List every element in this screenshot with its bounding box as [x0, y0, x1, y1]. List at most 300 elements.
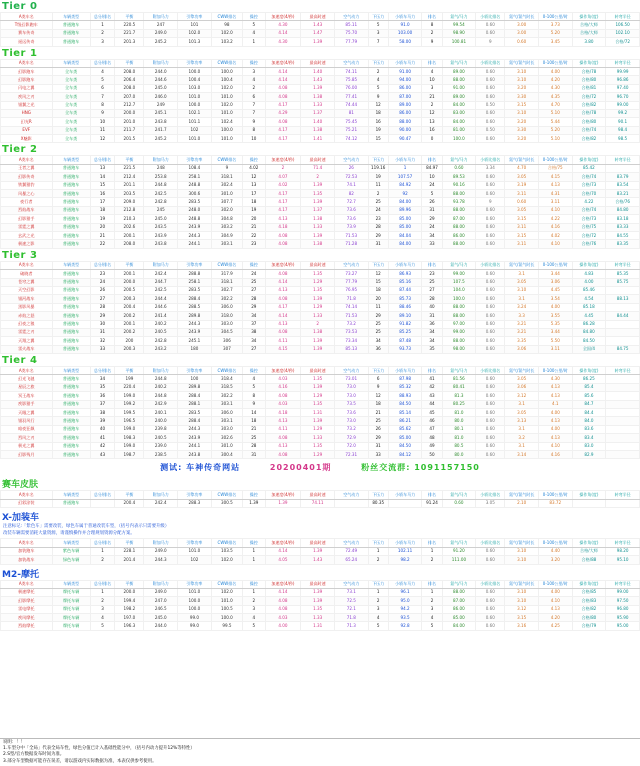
table-row[interactable]	[1, 206, 640, 214]
table-cell: 243.9	[178, 223, 212, 231]
table-cell: 258.1	[178, 173, 212, 181]
table-cell: 26	[334, 164, 368, 172]
table-cell: 43	[90, 450, 115, 458]
table-row[interactable]	[1, 556, 640, 564]
table-cell: 24	[368, 206, 388, 214]
tier-title: Tier 1	[2, 47, 38, 59]
table-cell: 89.96	[388, 206, 422, 214]
table-cell: 18	[90, 206, 115, 214]
table-cell: 103.00	[388, 29, 422, 37]
table-cell: 12	[368, 270, 388, 278]
column-header: 总分/排名	[90, 539, 115, 547]
table-cell: 3.34	[476, 164, 505, 172]
column-header: 氮气/氮气时长	[505, 13, 539, 21]
table-cell: 244.7	[144, 278, 178, 286]
table-cell: 18	[243, 198, 265, 206]
column-header: 小轿比排名	[476, 491, 505, 499]
table-row[interactable]	[1, 622, 640, 630]
table-cell: 1	[422, 588, 442, 596]
table-cell: 73.0	[334, 392, 368, 400]
table-cell: 198.2	[115, 605, 144, 613]
table-cell: 疾风之刃	[1, 93, 53, 101]
table-row[interactable]	[1, 173, 640, 181]
table-cell	[606, 320, 640, 328]
table-cell: 4.05	[265, 556, 301, 564]
column-header: 引擎功率	[178, 156, 212, 164]
table-cell: 0.60	[476, 109, 505, 117]
table-cell: 318.1	[211, 173, 242, 181]
column-header: 排名	[422, 367, 442, 375]
table-cell: 5.10	[538, 109, 572, 117]
table-cell: 1.29	[301, 392, 335, 400]
table-cell: 200.2	[115, 312, 144, 320]
table-cell: 19	[368, 126, 388, 134]
table-cell: 102.4	[211, 118, 242, 126]
table-cell: 9	[368, 383, 388, 391]
table-cell: 84.00	[388, 240, 422, 248]
table-cell: 100.4	[178, 76, 212, 84]
table-cell: 304.9	[211, 231, 242, 239]
table-row[interactable]	[1, 67, 640, 75]
table-cell: 100.0	[178, 605, 212, 613]
table-row[interactable]	[1, 286, 640, 294]
table-cell: 201.5	[115, 135, 144, 143]
table-row[interactable]	[1, 190, 640, 198]
table-cell: 3.14	[505, 450, 539, 458]
table-cell: 幻影猎手	[1, 215, 53, 223]
table-cell: 1	[243, 588, 265, 596]
column-header: 平衡	[115, 156, 144, 164]
table-cell: 220.4	[115, 383, 144, 391]
table-cell: 91.20	[442, 547, 476, 555]
column-header: A类车名	[1, 367, 53, 375]
table-cell: 4	[243, 29, 265, 37]
table-cell: 合格/72	[606, 38, 640, 46]
table-row[interactable]	[1, 76, 640, 84]
table-row[interactable]	[1, 425, 640, 433]
table-cell: 4.02	[243, 164, 265, 172]
table-cell: 72.7	[334, 198, 368, 206]
table-cell: 3	[90, 605, 115, 613]
table-cell: 83.79	[606, 173, 640, 181]
table-row[interactable]	[1, 337, 640, 345]
table-cell: 199.4	[115, 597, 144, 605]
table-cell: 242.4	[144, 499, 178, 507]
column-header: 平衡	[115, 367, 144, 375]
table-cell: 普通跑车	[52, 215, 90, 223]
table-cell: 73.6	[334, 206, 368, 214]
table-cell: 0.60	[442, 164, 476, 172]
table-cell: 3.10	[505, 67, 539, 75]
column-header: 总分/排名	[90, 261, 115, 269]
table-header-row	[1, 59, 640, 67]
table-cell: 10	[90, 118, 115, 126]
table-cell: 34	[90, 375, 115, 383]
table-cell: 2	[243, 597, 265, 605]
table-cell: 100.0	[178, 101, 212, 109]
table-cell: 200.1	[115, 231, 144, 239]
table-cell: 3	[368, 605, 388, 613]
table-cell: 2	[422, 597, 442, 605]
column-header: 转弯半径	[606, 580, 640, 588]
table-cell: 4.13	[538, 434, 572, 442]
table-row[interactable]	[1, 499, 640, 507]
table-cell: 73.0	[334, 417, 368, 425]
table-cell: 0.60	[476, 67, 505, 75]
table-cell: 合格/79	[572, 622, 606, 630]
table-cell: 21	[368, 409, 388, 417]
table-cell: 303.1	[211, 400, 242, 408]
column-header: 总分/排名	[90, 13, 115, 21]
table-cell: 普通跑车	[52, 328, 90, 336]
table-cell: 3.11	[538, 345, 572, 353]
table-cell: 1.35	[301, 270, 335, 278]
table-cell: 12	[368, 392, 388, 400]
table-cell: 普通跑车	[52, 173, 90, 181]
column-header: 0-100公里/时	[538, 59, 572, 67]
column-header: 操控	[243, 367, 265, 375]
table-cell: 76.95	[334, 286, 368, 294]
table-cell: 103.2	[211, 38, 242, 46]
table-cell: 4	[243, 614, 265, 622]
table-cell: 207.0	[115, 93, 144, 101]
table-cell: 23	[368, 215, 388, 223]
table-row[interactable]	[1, 126, 640, 134]
column-header: 小轿车马力	[388, 261, 422, 269]
table-cell: 0.60	[476, 240, 505, 248]
table-cell: 71.8	[334, 614, 368, 622]
table-cell: 75.21	[334, 126, 368, 134]
table-cell: 40	[90, 425, 115, 433]
table-row[interactable]	[1, 181, 640, 189]
table-cell: 71.8	[334, 295, 368, 303]
table-row[interactable]	[1, 400, 640, 408]
table-row[interactable]	[1, 392, 640, 400]
table-cell: 4.15	[265, 345, 301, 353]
table-row[interactable]	[1, 240, 640, 248]
table-cell: 0.60	[476, 392, 505, 400]
table-cell: 合格/75	[572, 223, 606, 231]
column-header: 最高时速	[301, 156, 335, 164]
table-cell: 4.13	[265, 442, 301, 450]
table-cell: 20	[243, 215, 265, 223]
table-cell	[606, 392, 640, 400]
table-cell: 普通跑车	[52, 434, 90, 442]
table-cell: 1.43	[301, 556, 335, 564]
table-cell: 合格/大师	[572, 21, 606, 29]
column-header: 下压力	[368, 367, 388, 375]
table-cell: 18	[243, 417, 265, 425]
table-cell: 83.72	[538, 499, 572, 507]
table-cell: 81.56	[442, 375, 476, 383]
table-cell: 4.17	[265, 135, 301, 143]
table-cell: 211.7	[115, 126, 144, 134]
table-cell: 2	[90, 556, 115, 564]
column-header: 小轿比排名	[476, 13, 505, 21]
table-cell: 49	[422, 442, 442, 450]
table-cell: 283.5	[178, 198, 212, 206]
table-cell: 冥王战车	[1, 392, 53, 400]
table-cell: 89.00	[388, 101, 422, 109]
table-row[interactable]	[1, 29, 640, 37]
table-cell: 99.54	[442, 21, 476, 29]
table-cell	[606, 337, 640, 345]
table-row[interactable]	[1, 198, 640, 206]
table-cell: 37	[90, 400, 115, 408]
table-cell: 99.00	[442, 270, 476, 278]
table-row[interactable]	[1, 101, 640, 109]
table-row[interactable]	[1, 278, 640, 286]
column-header: 附加马力	[144, 13, 178, 21]
table-cell: 合格/76	[572, 240, 606, 248]
table-cell: 4.14	[265, 29, 301, 37]
table-cell: 5	[422, 622, 442, 630]
table-cell: 33	[422, 240, 442, 248]
table-cell: 31	[422, 312, 442, 320]
table-cell: 4.31	[538, 190, 572, 198]
table-row[interactable]	[1, 84, 640, 92]
table-cell: 9	[90, 109, 115, 117]
table-header-row	[1, 261, 640, 269]
table-cell: 赤焰之怒	[1, 312, 53, 320]
table-cell: 88.00	[442, 588, 476, 596]
table-row[interactable]	[1, 320, 640, 328]
table-cell: 4.08	[265, 295, 301, 303]
table-cell: 38	[243, 328, 265, 336]
table-row[interactable]	[1, 93, 640, 101]
table-row[interactable]	[1, 21, 640, 29]
column-header: 引擎功率	[178, 580, 212, 588]
table-cell: 72.49	[334, 547, 368, 555]
stats-table	[0, 59, 640, 144]
table-cell: 0.60	[505, 198, 539, 206]
table-cell: 300.4	[211, 450, 242, 458]
table-cell: 1.39	[301, 345, 335, 353]
table-header-row	[1, 580, 640, 588]
table-cell: 249.0	[144, 588, 178, 596]
table-cell: 合格/83	[572, 597, 606, 605]
table-cell: 3.05	[476, 499, 505, 507]
table-cell: 2	[90, 29, 115, 37]
table-cell: 4.14	[265, 76, 301, 84]
table-cell: 28	[243, 442, 265, 450]
table-cell: 107.5	[442, 278, 476, 286]
table-cell: 31	[368, 240, 388, 248]
table-cell: 10	[243, 135, 265, 143]
table-cell: 302.4	[211, 181, 242, 189]
table-row[interactable]	[1, 588, 640, 596]
column-header: 最高时速	[301, 13, 335, 21]
table-row[interactable]	[1, 231, 640, 239]
table-cell: 3.20	[505, 84, 539, 92]
table-cell: 99.0	[178, 622, 212, 630]
table-cell: 89.10	[388, 312, 422, 320]
column-header: 空气动力	[334, 261, 368, 269]
table-row[interactable]	[1, 328, 640, 336]
table-cell: 摩托车辆	[52, 597, 90, 605]
table-cell: 249	[144, 101, 178, 109]
table-row[interactable]	[1, 223, 640, 231]
column-header: 转弯半径	[606, 367, 640, 375]
stats-table	[0, 12, 640, 47]
table-cell: 80.0	[442, 417, 476, 425]
table-cell: 42	[422, 383, 442, 391]
table-row[interactable]	[1, 118, 640, 126]
column-header: 排名	[422, 539, 442, 547]
column-header: 空气动力	[334, 539, 368, 547]
table-cell: 4.00	[572, 278, 606, 286]
table-cell: 88.00	[388, 118, 422, 126]
table-cell: 雷霆之刃	[1, 328, 53, 336]
column-header: 操控	[243, 59, 265, 67]
table-cell: 289.8	[178, 383, 212, 391]
table-cell: 239.8	[144, 425, 178, 433]
table-cell: 4.30	[538, 84, 572, 92]
table-cell: 3.06	[505, 345, 539, 353]
table-row[interactable]	[1, 135, 640, 143]
table-cell: 88.00	[442, 303, 476, 311]
table-row[interactable]	[1, 409, 640, 417]
table-cell: 7	[243, 101, 265, 109]
table-row[interactable]	[1, 109, 640, 117]
table-cell: 84.00	[442, 622, 476, 630]
table-cell: 86.00	[388, 109, 422, 117]
tier-title: Tier 4	[2, 355, 38, 367]
column-header: 车辆类型	[52, 59, 90, 67]
table-cell: 100.0	[442, 135, 476, 143]
table-row[interactable]	[1, 605, 640, 613]
table-cell: 74.14	[334, 303, 368, 311]
table-cell: 3.16	[505, 622, 539, 630]
table-cell: 普通跑车	[52, 303, 90, 311]
table-cell: 72.9	[334, 434, 368, 442]
column-header: 引擎功率	[178, 539, 212, 547]
table-cell: 5	[243, 622, 265, 630]
table-cell: 248.0	[178, 206, 212, 214]
table-cell: 4.08	[265, 93, 301, 101]
column-header: 引擎功率	[178, 367, 212, 375]
table-cell: 4.1	[538, 400, 572, 408]
table-cell: 119.16	[368, 164, 388, 172]
column-header: 氮气/马力	[442, 261, 476, 269]
table-cell: 203.5	[115, 190, 144, 198]
table-row[interactable]	[1, 270, 640, 278]
table-cell: 4.29	[265, 109, 301, 117]
table-cell: 全车类	[52, 93, 90, 101]
table-row[interactable]	[1, 383, 640, 391]
table-row[interactable]	[1, 38, 640, 46]
table-cell: 76.00	[334, 84, 368, 92]
table-row[interactable]	[1, 375, 640, 383]
table-cell: 4.08	[265, 597, 301, 605]
table-cell: 85.73	[388, 295, 422, 303]
table-cell: 303.1	[211, 417, 242, 425]
column-header: 下压力	[368, 13, 388, 21]
table-row[interactable]	[1, 434, 640, 442]
table-cell: 96.70	[606, 93, 640, 101]
table-cell: 夜行者	[1, 198, 53, 206]
column-header: 氮气/氮气时长	[505, 59, 539, 67]
table-cell: 5	[368, 84, 388, 92]
table-cell: 84.50	[572, 337, 606, 345]
table-cell: 198.7	[115, 450, 144, 458]
section-title: X-加装车	[2, 513, 39, 524]
column-header: 转弯半径	[606, 539, 640, 547]
table-cell: 4.16	[538, 450, 572, 458]
table-cell: 74.44	[334, 101, 368, 109]
table-cell: 29	[422, 215, 442, 223]
table-cell: 1.47	[301, 29, 335, 37]
table-cell: 1.38	[301, 328, 335, 336]
table-cell: 烈风之刃	[1, 434, 53, 442]
table-cell: 合格/75	[538, 164, 572, 172]
table-cell: 220.5	[115, 21, 144, 29]
table-cell: 88.00	[442, 312, 476, 320]
table-cell: 疾影猎手	[1, 400, 53, 408]
table-cell: 4.14	[265, 312, 301, 320]
table-cell: 全车类	[52, 76, 90, 84]
table-cell: 74.11	[301, 499, 335, 507]
table-row[interactable]	[1, 417, 640, 425]
table-cell: 241.4	[144, 312, 178, 320]
table-row[interactable]	[1, 303, 640, 311]
table-row[interactable]	[1, 295, 640, 303]
table-cell: 81.00	[442, 126, 476, 134]
table-cell	[606, 450, 640, 458]
table-cell: 88.00	[442, 76, 476, 84]
table-cell: 245.1	[178, 337, 212, 345]
table-row[interactable]	[1, 614, 640, 622]
table-cell: 加装战车	[1, 556, 53, 564]
table-row[interactable]	[1, 164, 640, 172]
table-cell: 84.92	[388, 181, 422, 189]
table-cell: 0.60	[476, 118, 505, 126]
table-cell: 26	[422, 198, 442, 206]
table-cell: 10	[422, 76, 442, 84]
column-header: 氮气/马力	[442, 539, 476, 547]
table-cell: 4.13	[265, 215, 301, 223]
table-row[interactable]	[1, 442, 640, 450]
table-row[interactable]	[1, 215, 640, 223]
table-row[interactable]	[1, 345, 640, 353]
table-row[interactable]	[1, 547, 640, 555]
table-cell: 4.10	[538, 206, 572, 214]
table-header-row	[1, 367, 640, 375]
table-cell: 83.00	[442, 109, 476, 117]
table-cell: 200.3	[115, 295, 144, 303]
table-cell: 100.81	[442, 38, 476, 46]
table-cell: 4.07	[265, 173, 301, 181]
table-row[interactable]	[1, 450, 640, 458]
table-cell: 83.35	[606, 240, 640, 248]
table-cell: 4.25	[538, 622, 572, 630]
table-cell: 101.0	[211, 597, 242, 605]
table-cell: 22	[90, 240, 115, 248]
table-cell: 4.18	[265, 223, 301, 231]
table-cell: 0.60	[476, 135, 505, 143]
table-cell: 12	[368, 101, 388, 109]
table-cell: 4.22	[572, 198, 606, 206]
table-cell: 73.1	[334, 588, 368, 596]
table-cell: 普通跑车	[52, 38, 90, 46]
table-cell: 102.0	[211, 556, 242, 564]
column-header: 总分/排名	[90, 367, 115, 375]
column-header: 平衡	[115, 261, 144, 269]
table-cell: 302.6	[211, 434, 242, 442]
table-row[interactable]	[1, 312, 640, 320]
table-row[interactable]	[1, 597, 640, 605]
table-cell: 5.44	[538, 118, 572, 126]
